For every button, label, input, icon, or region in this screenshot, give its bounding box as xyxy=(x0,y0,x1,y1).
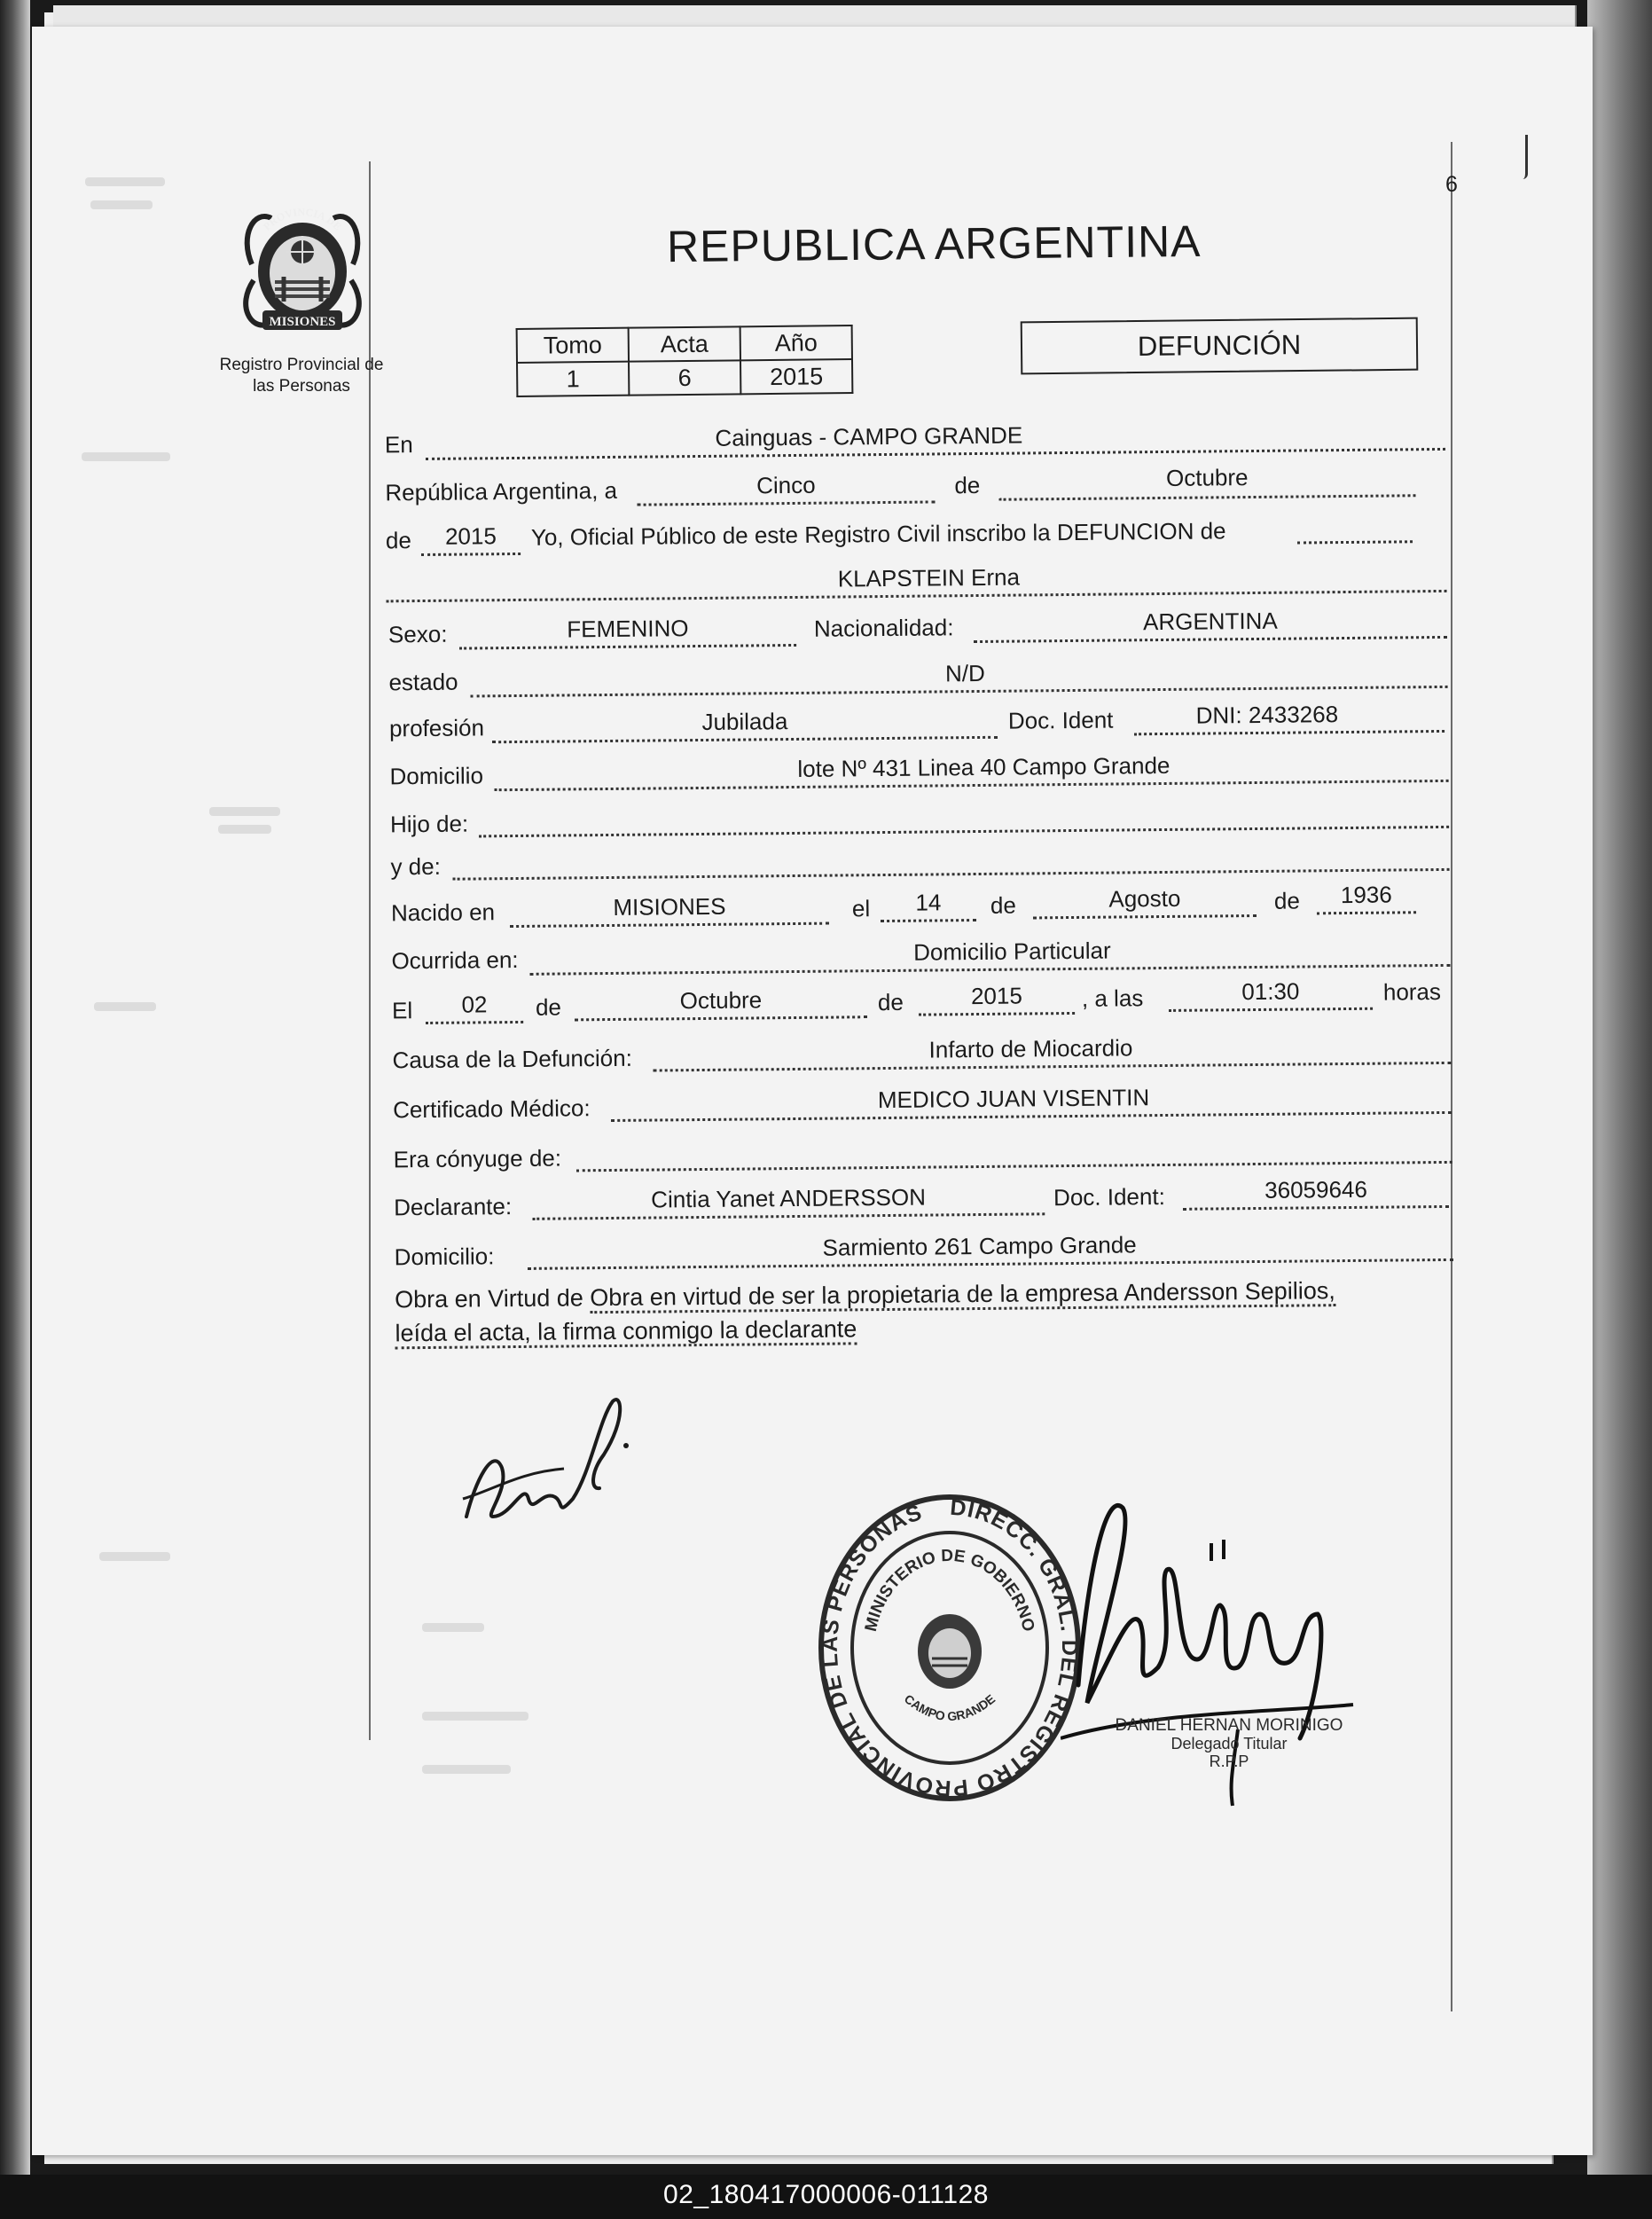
death-day-field-line xyxy=(426,1021,523,1024)
death-time-field-line xyxy=(1169,1008,1373,1012)
domicilio-label: Domicilio xyxy=(389,762,484,790)
closing-text: leída el acta, la firma conmigo la declarante xyxy=(395,1315,857,1349)
month-value: Octubre xyxy=(1165,464,1249,491)
causa-field-line xyxy=(654,1062,1452,1072)
en-label: En xyxy=(384,431,413,459)
record-type-box: DEFUNCIÓN xyxy=(1021,318,1419,375)
svg-text:CAMPO GRANDE: CAMPO GRANDE xyxy=(901,1691,998,1724)
year-field-line xyxy=(421,553,521,556)
certificate-page xyxy=(32,27,1593,2155)
doc-ident-field-line xyxy=(1134,730,1445,735)
death-year-value: 2015 xyxy=(970,982,1022,1010)
inscribo-text: Yo, Oficial Público de este Registro Civil inscribo la DEFUNCION de xyxy=(530,517,1226,551)
nacido-field-line xyxy=(510,922,829,928)
declarante-label: Declarante: xyxy=(394,1193,513,1221)
death-time-value: 01:30 xyxy=(1241,977,1300,1006)
hijo-field-line xyxy=(479,826,1449,838)
profesion-value: Jubilada xyxy=(701,708,788,735)
anio-header: Año xyxy=(740,325,852,360)
de-label: de xyxy=(1273,887,1300,914)
causa-value: Infarto de Miocardio xyxy=(928,1034,1133,1063)
birth-year-value: 1936 xyxy=(1340,881,1392,909)
birth-year-field-line xyxy=(1317,911,1416,914)
certificado-field-line xyxy=(611,1111,1452,1122)
nacido-place-value: MISIONES xyxy=(613,892,726,921)
nacionalidad-label: Nacionalidad: xyxy=(813,614,954,642)
svg-text:PROVINCIA DE: PROVINCIA DE xyxy=(260,205,344,233)
tomo-header: Tomo xyxy=(517,328,629,363)
month-field-line xyxy=(999,494,1416,501)
estado-label: estado xyxy=(388,668,458,696)
ocurrida-value: Domicilio Particular xyxy=(913,937,1111,966)
official-name: DANIEL HERNAN MORINIGO xyxy=(1115,1716,1343,1735)
nacionalidad-value: ARGENTINA xyxy=(1142,607,1278,636)
svg-text:DIRECC. GRAL. DEL REGISTRO PRO: DIRECC. GRAL. DEL REGISTRO PROVINCIAL DE LAS PERSONAS xyxy=(817,1494,1082,1801)
doc-ident-label: Doc. Ident xyxy=(1007,706,1114,734)
de-label: de xyxy=(385,527,412,554)
el-label: el xyxy=(851,895,871,922)
tomo-value: 1 xyxy=(517,362,629,396)
conyuge-value xyxy=(575,1131,1452,1139)
hijo-label: Hijo de: xyxy=(389,810,469,838)
obra-text: Obra en virtud de ser la propietaria de la empresa Andersson Sepilios, xyxy=(590,1277,1335,1313)
death-day-value: 02 xyxy=(461,991,488,1018)
official-office: R.P.P xyxy=(1209,1752,1249,1770)
page-number: 6 xyxy=(1445,172,1458,197)
de-label: de xyxy=(535,993,562,1021)
declarante-value: Cintia Yanet ANDERSSON xyxy=(651,1183,927,1213)
de-label: de xyxy=(877,988,904,1016)
hijo-value xyxy=(479,797,1449,807)
birth-month-value: Agosto xyxy=(1108,884,1181,913)
death-year-field-line xyxy=(919,1012,1075,1016)
alas-label: , a las xyxy=(1081,984,1144,1012)
svg-text:MINISTERIO DE GOBIERNO: MINISTERIO DE GOBIERNO xyxy=(861,1546,1038,1634)
de-label: de xyxy=(990,891,1016,919)
birth-day-field-line xyxy=(881,919,976,922)
obra-line xyxy=(395,1277,1335,1313)
yde-field-line xyxy=(453,868,1450,881)
causa-label: Causa de la Defunción: xyxy=(392,1044,633,1074)
place-value: Cainguas - CAMPO GRANDE xyxy=(715,421,1023,451)
day-text-value: Cinco xyxy=(756,471,816,499)
official-name-block xyxy=(1078,1717,1380,1770)
certificado-value: MEDICO JUAN VISENTIN xyxy=(877,1084,1150,1114)
el-label: El xyxy=(391,997,413,1024)
svg-text:MISIONES: MISIONES xyxy=(269,315,336,329)
death-month-field-line xyxy=(575,1015,867,1021)
doc-ident2-field-line xyxy=(1183,1205,1449,1211)
yde-label: y de: xyxy=(390,852,442,881)
birth-month-field-line xyxy=(1033,914,1257,919)
conyuge-field-line xyxy=(576,1161,1452,1172)
sexo-label: Sexo: xyxy=(388,620,448,648)
doc-ident2-value: 36059646 xyxy=(1264,1175,1368,1204)
acta-header: Acta xyxy=(629,326,740,361)
deceased-name-value: KLAPSTEIN Erna xyxy=(837,563,1021,592)
registry-caption: Registro Provincial de las Personas xyxy=(219,356,384,396)
obra-prefix: Obra en Virtud de xyxy=(395,1284,583,1313)
declarant-signature xyxy=(458,1384,635,1534)
binder-edge xyxy=(0,0,30,2175)
sexo-field-line xyxy=(459,644,796,650)
domicilio2-value: Sarmiento 261 Campo Grande xyxy=(822,1231,1137,1261)
horas-label: horas xyxy=(1382,977,1442,1006)
page-title: REPUBLICA ARGENTINA xyxy=(666,216,1202,272)
ocurrida-label: Ocurrida en: xyxy=(391,945,519,975)
acta-value: 6 xyxy=(629,360,740,395)
doc-ident2-label: Doc. Ident: xyxy=(1053,1182,1165,1211)
certificado-label: Certificado Médico: xyxy=(392,1094,591,1124)
inscribo-field-line xyxy=(1297,540,1413,544)
de-label: de xyxy=(954,471,981,499)
day-field-line xyxy=(638,500,936,506)
domicilio-value: lote Nº 431 Linea 40 Campo Grande xyxy=(797,751,1170,782)
profesion-label: profesión xyxy=(388,714,485,742)
anio-value: 2015 xyxy=(740,359,852,394)
sexo-value: FEMENINO xyxy=(567,615,689,643)
closing-line xyxy=(395,1315,857,1347)
republica-label: República Argentina, a xyxy=(385,476,618,506)
death-month-value: Octubre xyxy=(679,986,763,1015)
estado-value: N/D xyxy=(944,659,985,687)
conyuge-label: Era cónyuge de: xyxy=(393,1144,562,1173)
nacido-label: Nacido en xyxy=(390,898,496,927)
birth-day-value: 14 xyxy=(915,889,942,916)
domicilio2-label: Domicilio: xyxy=(394,1243,495,1271)
official-position: Delegado Titular xyxy=(1170,1735,1288,1752)
yde-value xyxy=(452,840,1449,850)
official-stamp xyxy=(812,1490,1087,1809)
certificate-form xyxy=(27,15,1609,2159)
doc-ident-value: DNI: 2433268 xyxy=(1195,701,1339,729)
year-value: 2015 xyxy=(444,522,497,550)
file-label: 02_180417000006-011128 xyxy=(663,2180,989,2209)
